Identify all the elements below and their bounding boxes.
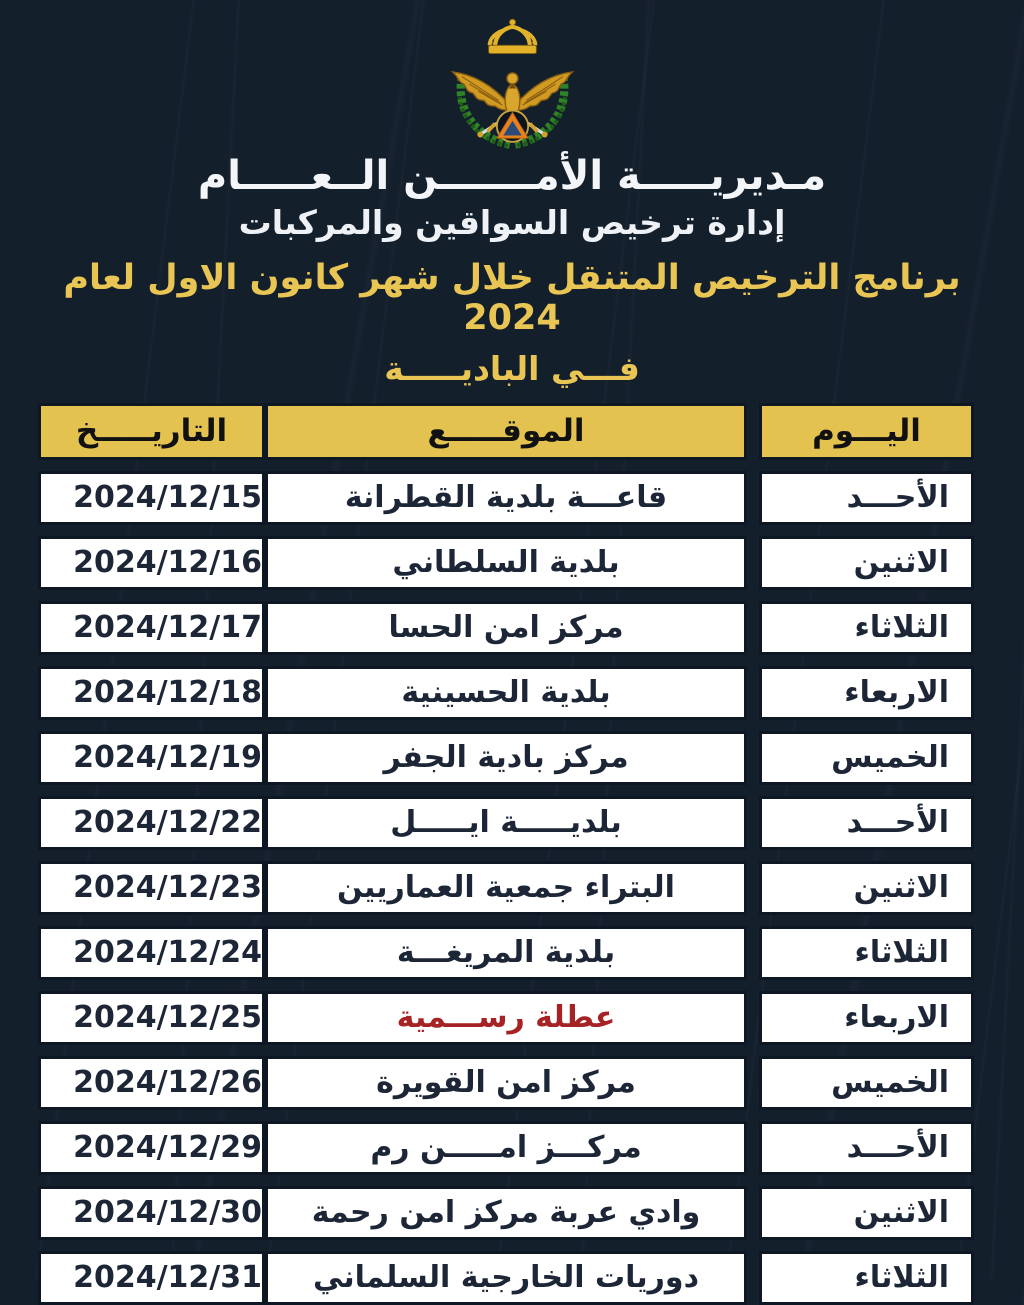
day-cell — [759, 536, 974, 590]
location-label: مركز امن الحسا — [388, 610, 624, 646]
location-label: مركز امن القويرة — [376, 1065, 636, 1101]
date-label: 2024/12/17 — [73, 610, 262, 646]
date-label: 2024/12/24 — [73, 935, 262, 971]
location-cell — [265, 926, 747, 980]
emblem-svg — [430, 14, 595, 152]
date-label: 2024/12/16 — [73, 545, 262, 581]
schedule-table — [38, 403, 986, 1305]
date-cell — [38, 1056, 265, 1110]
location-label: بلدية الحسينية — [401, 675, 611, 711]
date-label: 2024/12/25 — [73, 1000, 262, 1036]
table-row — [38, 991, 986, 1045]
column-header-date: التاريـــــخ — [38, 403, 265, 460]
date-label: 2024/12/31 — [73, 1260, 262, 1296]
day-label: الاربعاء — [844, 1000, 949, 1036]
day-cell — [759, 796, 974, 850]
table-row — [38, 536, 986, 590]
table-row — [38, 1186, 986, 1240]
table-row — [38, 731, 986, 785]
day-label: الاربعاء — [844, 675, 949, 711]
date-cell — [38, 471, 265, 525]
table-row — [38, 796, 986, 850]
day-cell — [759, 991, 974, 1045]
location-cell — [265, 1186, 747, 1240]
date-label: 2024/12/30 — [73, 1195, 262, 1231]
day-label: الخميس — [831, 1065, 949, 1101]
org-title: مـديريـــــة الأمـــــــن الــعـــــام — [197, 153, 827, 199]
date-label: 2024/12/15 — [73, 480, 262, 516]
program-title: برنامج الترخيص المتنقل خلال شهر كانون الاول لعام 2024 — [63, 257, 961, 339]
location-label: عطلة رســـمية — [396, 1000, 616, 1036]
day-label: الأحـــد — [846, 805, 949, 841]
program-subtitle: فـــي الباديـــــة — [384, 349, 640, 389]
location-cell — [265, 991, 747, 1045]
dept-title: إدارة ترخيص السواقين والمركبات — [238, 203, 786, 242]
triangle-badge — [496, 111, 527, 142]
schedule-table-body — [38, 471, 986, 1305]
location-label: مركـــز امـــــن رم — [370, 1130, 642, 1166]
date-cell — [38, 991, 265, 1045]
date-label: 2024/12/29 — [73, 1130, 262, 1166]
date-label: 2024/12/23 — [73, 870, 262, 906]
header — [0, 0, 1024, 388]
date-cell — [38, 536, 265, 590]
column-header-location: الموقـــــع — [265, 403, 747, 460]
date-cell — [38, 861, 265, 915]
location-cell — [265, 1056, 747, 1110]
location-label: بلديـــــة ايـــــل — [390, 805, 622, 841]
table-row — [38, 471, 986, 525]
day-cell — [759, 1251, 974, 1305]
location-cell — [265, 861, 747, 915]
location-label: قاعـــة بلدية القطرانة — [344, 480, 668, 516]
date-label: 2024/12/22 — [73, 805, 262, 841]
day-cell — [759, 1186, 974, 1240]
table-row — [38, 861, 986, 915]
date-cell — [38, 731, 265, 785]
day-cell — [759, 926, 974, 980]
day-label: الاثنين — [853, 545, 949, 581]
day-label: الثلاثاء — [854, 1260, 949, 1296]
location-cell — [265, 731, 747, 785]
location-cell — [265, 536, 747, 590]
table-row — [38, 1121, 986, 1175]
location-cell — [265, 796, 747, 850]
day-label: الاثنين — [853, 870, 949, 906]
date-cell — [38, 796, 265, 850]
table-row — [38, 1251, 986, 1305]
location-label: بلدية السلطاني — [392, 545, 620, 581]
date-cell — [38, 601, 265, 655]
date-cell — [38, 1251, 265, 1305]
day-label: الأحـــد — [846, 480, 949, 516]
date-cell — [38, 666, 265, 720]
table-row — [38, 1056, 986, 1110]
date-cell — [38, 1121, 265, 1175]
location-label: البتراء جمعية العماريين — [337, 870, 675, 906]
day-label: الخميس — [831, 740, 949, 776]
location-label: دوريات الخارجية السلماني — [313, 1260, 699, 1296]
location-cell — [265, 471, 747, 525]
day-label: الثلاثاء — [854, 935, 949, 971]
day-cell — [759, 1121, 974, 1175]
table-header-row — [38, 403, 986, 460]
date-label: 2024/12/18 — [73, 675, 262, 711]
date-label: 2024/12/19 — [73, 740, 262, 776]
day-label: الثلاثاء — [854, 610, 949, 646]
location-cell — [265, 1251, 747, 1305]
location-label: بلدية المريغـــة — [396, 935, 616, 971]
column-header-day: اليـــوم — [759, 403, 974, 460]
day-cell — [759, 666, 974, 720]
table-row — [38, 666, 986, 720]
location-label: وادي عربة مركز امن رحمة — [311, 1195, 701, 1231]
date-cell — [38, 1186, 265, 1240]
day-label: الاثنين — [853, 1195, 949, 1231]
day-cell — [759, 1056, 974, 1110]
location-cell — [265, 1121, 747, 1175]
crown — [488, 19, 537, 53]
day-cell — [759, 731, 974, 785]
table-row — [38, 601, 986, 655]
day-cell — [759, 471, 974, 525]
table-row — [38, 926, 986, 980]
day-cell — [759, 601, 974, 655]
location-cell — [265, 601, 747, 655]
location-cell — [265, 666, 747, 720]
location-label: مركز بادية الجفر — [383, 740, 629, 776]
day-cell — [759, 861, 974, 915]
date-label: 2024/12/26 — [73, 1065, 262, 1101]
date-cell — [38, 926, 265, 980]
day-label: الأحـــد — [846, 1130, 949, 1166]
public-security-emblem-icon — [0, 14, 1024, 152]
